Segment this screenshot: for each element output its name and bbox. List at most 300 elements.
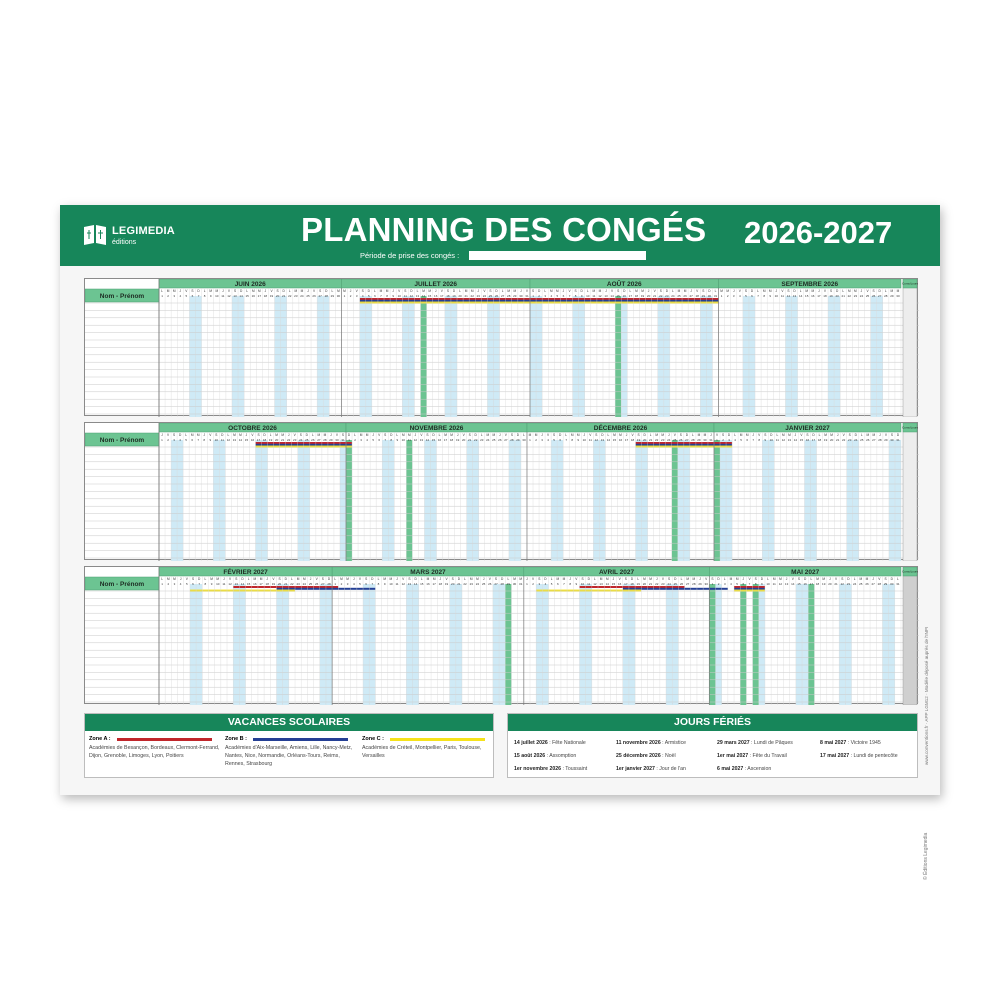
weekday-letter: M — [428, 289, 431, 294]
weekday-letter: J — [349, 289, 352, 294]
day-number: 17 — [624, 437, 629, 442]
weekend-column — [530, 293, 536, 417]
weekday-letter: S — [829, 289, 833, 294]
weekday-letter: M — [570, 433, 574, 438]
weekday-letter: M — [259, 577, 263, 582]
day-number: 23 — [661, 581, 665, 586]
weekend-column — [467, 437, 473, 561]
day-number: 20 — [835, 293, 839, 298]
weekday-letter: J — [775, 289, 778, 294]
weekday-letter: S — [764, 433, 767, 438]
weekday-letter: L — [723, 577, 726, 582]
day-number: 11 — [407, 437, 411, 442]
weekend-column — [499, 581, 505, 705]
day-number: 9 — [761, 581, 763, 586]
weekday-letter: D — [457, 577, 461, 582]
day-number: 15 — [616, 293, 620, 298]
weekend-column — [839, 581, 845, 705]
weekday-letter: L — [672, 289, 674, 294]
weekday-letter: S — [797, 577, 801, 582]
day-number: 24 — [859, 293, 864, 298]
weekend-column — [262, 437, 268, 561]
weekday-letter: S — [668, 577, 671, 582]
weekend-column — [768, 437, 774, 561]
day-number: 9 — [769, 293, 772, 298]
weekend-column — [845, 581, 851, 705]
zone-c-legend — [362, 736, 494, 760]
day-number: 14 — [791, 581, 795, 586]
weekday-letter: M — [317, 433, 321, 438]
weekday-letter: D — [414, 577, 417, 582]
weekday-letter: L — [374, 289, 376, 294]
day-number: 28 — [510, 437, 514, 442]
day-number: 29 — [513, 293, 517, 298]
weekday-letter: S — [595, 433, 598, 438]
day-number: 3 — [173, 293, 176, 298]
weekday-letter: J — [583, 433, 586, 438]
day-number: 12 — [786, 293, 791, 298]
public-holiday-column — [740, 581, 746, 705]
day-number: 9 — [383, 581, 386, 586]
day-number: 22 — [847, 293, 851, 298]
day-number: 6 — [191, 293, 194, 298]
weekend-column — [536, 581, 542, 705]
weekday-letter: M — [340, 577, 343, 582]
day-number: 8 — [571, 437, 574, 442]
weekend-column — [785, 293, 791, 417]
weekday-letter: L — [734, 433, 736, 438]
day-number: 13 — [232, 437, 237, 442]
weekday-letter: J — [245, 433, 248, 438]
weekday-letter: M — [513, 577, 516, 582]
weekday-letter: V — [696, 289, 699, 294]
weekday-letter: D — [347, 433, 351, 438]
day-number: 2 — [722, 437, 724, 442]
day-number: 11 — [222, 581, 226, 586]
day-number: 19 — [452, 293, 456, 298]
day-number: 16 — [811, 293, 815, 298]
weekday-letter: M — [896, 289, 900, 294]
weekday-letter: M — [513, 289, 517, 294]
day-number: 14 — [413, 581, 418, 586]
weekday-letter: J — [434, 289, 437, 294]
weekday-letter: V — [878, 577, 881, 582]
day-number: 9 — [764, 437, 767, 442]
weekday-letter: L — [649, 433, 652, 438]
weekday-letter: D — [410, 289, 413, 294]
weekday-letter: V — [748, 577, 751, 582]
weekday-letter: S — [841, 577, 844, 582]
weekday-letter: M — [720, 289, 723, 294]
weekday-letter: M — [677, 289, 681, 294]
weekday-letter: S — [468, 433, 471, 438]
weekend-column — [445, 293, 451, 417]
day-number: 5 — [185, 581, 188, 586]
weekday-letter: J — [710, 433, 712, 438]
day-number: 26 — [679, 437, 683, 442]
weekday-letter: J — [477, 289, 480, 294]
day-number: 20 — [277, 581, 282, 586]
day-number: 25 — [859, 581, 863, 586]
weekday-letter: V — [525, 289, 529, 294]
weekend-column — [256, 437, 262, 561]
weekday-letter: M — [365, 433, 369, 438]
weekday-letter: M — [426, 577, 430, 582]
weekday-letter: V — [575, 577, 578, 582]
weekend-column — [320, 581, 326, 705]
day-number: 15 — [244, 437, 249, 442]
day-number: 22 — [474, 437, 478, 442]
day-number: 2 — [349, 293, 352, 298]
day-number: 24 — [852, 581, 857, 586]
weekday-letter: D — [198, 577, 201, 582]
weekend-column — [706, 293, 712, 417]
day-number: 26 — [683, 293, 687, 298]
weekend-column — [171, 437, 177, 561]
weekday-letter: S — [319, 289, 322, 294]
weekday-letter: M — [275, 433, 278, 438]
day-number: 3 — [346, 581, 349, 586]
day-number: 11 — [772, 581, 776, 586]
day-number: 6 — [746, 437, 749, 442]
weekday-letter: M — [507, 289, 511, 294]
weekend-column — [402, 293, 408, 417]
weekend-column — [759, 581, 765, 705]
weekend-column — [811, 437, 817, 561]
weekday-letter: M — [592, 289, 596, 294]
day-number: 1 — [348, 437, 350, 442]
day-number: 25 — [492, 437, 496, 442]
weekday-letter: L — [586, 289, 589, 294]
day-number: 1 — [532, 293, 534, 298]
weekend-column — [189, 293, 195, 417]
day-number: 10 — [214, 437, 218, 442]
day-number: 16 — [253, 581, 257, 586]
weekday-letter: V — [335, 433, 339, 438]
day-number: 16 — [251, 293, 255, 298]
day-number: 14 — [238, 437, 243, 442]
day-number: 19 — [269, 293, 274, 298]
weekday-letter: L — [757, 289, 759, 294]
weekday-letter: M — [385, 289, 389, 294]
weekday-letter: S — [451, 577, 454, 582]
weekday-letter: M — [281, 433, 284, 438]
weekend-column — [895, 437, 901, 561]
weekday-letter: M — [613, 433, 616, 438]
day-number: 30 — [519, 293, 523, 298]
weekday-letter: S — [581, 577, 584, 582]
day-number: 21 — [834, 581, 838, 586]
weekday-letter: M — [296, 577, 300, 582]
day-number: 21 — [648, 581, 653, 586]
weekday-letter: D — [432, 433, 435, 438]
day-number: 5 — [740, 437, 742, 442]
weekday-letter: M — [401, 433, 405, 438]
weekday-letter: D — [727, 433, 731, 438]
weekday-letter: D — [587, 577, 590, 582]
planner-grid-svg — [85, 423, 919, 561]
day-number: 19 — [271, 581, 276, 586]
day-number: 12 — [781, 437, 786, 442]
weekday-letter: S — [510, 433, 513, 438]
weekday-letter: M — [210, 577, 213, 582]
day-number: 9 — [392, 293, 394, 298]
weekday-letter: M — [649, 577, 652, 582]
weekday-letter: J — [482, 577, 485, 582]
weekend-column — [369, 581, 375, 705]
weekday-letter: D — [241, 577, 244, 582]
weekday-letter: V — [229, 577, 232, 582]
day-number: 17 — [624, 581, 628, 586]
day-number: 4 — [179, 437, 181, 442]
leave-period-field[interactable] — [469, 251, 646, 260]
day-number: 21 — [835, 437, 840, 442]
weekend-column — [666, 581, 672, 705]
day-number: 29 — [884, 437, 888, 442]
day-number: 26 — [494, 293, 499, 298]
weekday-letter: M — [209, 289, 213, 294]
weekday-letter: J — [690, 289, 692, 294]
day-number: 26 — [488, 581, 492, 586]
school-holiday-bar-zone-b — [623, 588, 728, 590]
side-note: www.conventions.fr · APP LGM12 · Modèle déposé auprès de l'INPI — [924, 626, 929, 765]
zone-b-academies: Académies d'Aix-Marseille, Amiens, Lille, Nancy-Metz, Nantes, Nice, Normandie, Orléans-Tours, Reims, Rennes, Strasbourg — [225, 745, 353, 767]
weekday-letter: J — [520, 289, 522, 294]
day-number: 5 — [185, 293, 188, 298]
day-number: 3 — [538, 581, 541, 586]
weekday-letter: S — [872, 289, 875, 294]
weekend-column — [233, 581, 239, 705]
weekend-column — [382, 437, 388, 561]
day-number: 16 — [617, 581, 622, 586]
day-number: 21 — [653, 293, 657, 298]
weekday-letter: M — [302, 577, 306, 582]
weekday-letter: S — [235, 577, 238, 582]
day-number: 3 — [360, 437, 362, 442]
weekday-letter: M — [890, 289, 894, 294]
weekend-column — [542, 581, 548, 705]
weekday-letter: L — [691, 433, 694, 438]
weekday-letter: L — [438, 433, 441, 438]
weekend-column — [509, 437, 515, 561]
weekday-letter: J — [569, 577, 571, 582]
weekday-letter: V — [715, 433, 719, 438]
day-number: 19 — [823, 437, 828, 442]
weekday-letter: L — [629, 289, 632, 294]
day-number: 18 — [446, 293, 450, 298]
weekend-column — [360, 293, 366, 417]
day-number: 25 — [481, 581, 486, 586]
day-number: 23 — [469, 581, 473, 586]
weekday-letter: D — [452, 289, 456, 294]
day-number: 20 — [275, 293, 280, 298]
weekday-letter: V — [358, 577, 362, 582]
weekday-letter: D — [708, 289, 711, 294]
day-number: 22 — [840, 581, 844, 586]
weekend-column — [762, 437, 768, 561]
cumulative-days-column — [903, 279, 917, 417]
day-number: 7 — [197, 293, 200, 298]
weekday-letter: J — [179, 289, 182, 294]
day-number: 24 — [667, 437, 671, 442]
weekend-column — [847, 437, 853, 561]
day-number: 18 — [438, 581, 443, 586]
day-number: 5 — [736, 581, 738, 586]
day-number: 1 — [161, 293, 163, 298]
day-number: 29 — [329, 437, 333, 442]
day-number: 25 — [677, 293, 681, 298]
day-number: 16 — [250, 437, 255, 442]
day-number: 10 — [216, 581, 220, 586]
weekday-letter: V — [185, 577, 188, 582]
weekday-letter: L — [818, 433, 821, 438]
weekday-letter: S — [884, 577, 887, 582]
day-number: 16 — [622, 293, 626, 298]
leave-period-label: Période de prise des congés : — [360, 251, 460, 260]
weekday-letter: M — [641, 289, 644, 294]
day-number: 31 — [519, 581, 523, 586]
weekday-letter: D — [221, 433, 224, 438]
day-number: 14 — [606, 437, 611, 442]
weekday-letter: S — [637, 433, 640, 438]
day-number: 9 — [210, 581, 213, 586]
weekday-letter: L — [269, 433, 272, 438]
weekday-letter: S — [299, 433, 302, 438]
day-number: 12 — [778, 581, 783, 586]
day-number: 2 — [538, 293, 540, 298]
weekday-letter: V — [781, 289, 784, 294]
weekday-letter: D — [390, 433, 393, 438]
day-number: 20 — [828, 581, 832, 586]
school-holiday-bar-zone-c — [190, 590, 295, 592]
weekday-letter: V — [445, 577, 448, 582]
day-number: 15 — [611, 581, 616, 586]
weekday-letter: M — [166, 577, 170, 582]
day-number: 11 — [775, 437, 779, 442]
weekday-letter: M — [811, 289, 815, 294]
day-number: 27 — [685, 437, 689, 442]
weekday-letter: V — [589, 433, 592, 438]
day-number: 2 — [532, 581, 534, 586]
weekday-letter: J — [785, 577, 788, 582]
day-number: 10 — [769, 437, 773, 442]
weekday-letter: M — [872, 433, 876, 438]
weekend-column — [599, 437, 605, 561]
day-number: 6 — [556, 581, 559, 586]
weekday-letter: L — [507, 577, 510, 582]
weekday-letter: J — [647, 289, 650, 294]
weekday-letter: M — [172, 289, 176, 294]
day-number: 22 — [287, 437, 291, 442]
day-number: 21 — [457, 581, 461, 586]
weekend-column — [700, 293, 706, 417]
weekday-letter: M — [661, 433, 665, 438]
day-number: 28 — [877, 581, 882, 586]
weekday-letter: S — [711, 577, 714, 582]
weekday-letter: V — [547, 433, 550, 438]
weekday-letter: J — [526, 577, 528, 582]
weekday-letter: M — [703, 433, 707, 438]
holiday-item: 15 août 2026 : Assomption — [514, 753, 577, 759]
weekday-letter: L — [884, 289, 887, 294]
weekend-column — [451, 293, 457, 417]
weekday-letter: L — [565, 433, 568, 438]
weekend-column — [238, 293, 244, 417]
weekday-letter: M — [726, 289, 729, 294]
day-number: 21 — [284, 581, 288, 586]
weekday-letter: J — [818, 289, 820, 294]
weekday-letter: M — [534, 433, 538, 438]
month-label: DÉCEMBRE 2026 — [593, 424, 648, 432]
day-number: 2 — [340, 581, 343, 586]
day-number: 23 — [661, 437, 665, 442]
weekday-letter: J — [742, 577, 745, 582]
weekday-letter: L — [246, 289, 249, 294]
weekend-column — [664, 293, 670, 417]
day-number: 24 — [300, 293, 304, 298]
weekday-letter: M — [598, 289, 602, 294]
day-number: 21 — [282, 293, 286, 298]
weekday-letter: V — [866, 289, 869, 294]
day-number: 12 — [593, 581, 597, 586]
day-number: 23 — [665, 293, 669, 298]
weekday-letter: S — [408, 577, 411, 582]
day-number: 13 — [787, 437, 792, 442]
day-number: 14 — [239, 293, 243, 298]
weekend-column — [889, 437, 895, 561]
day-number: 29 — [883, 581, 888, 586]
weekday-letter: S — [574, 289, 577, 294]
day-number: 4 — [738, 293, 741, 298]
day-number: 24 — [475, 581, 480, 586]
day-number: 27 — [686, 581, 690, 586]
weekday-letter: M — [300, 289, 304, 294]
weekday-letter: L — [416, 289, 419, 294]
weekend-column — [720, 437, 726, 561]
public-holiday-column — [505, 581, 511, 705]
weekday-letter: D — [367, 289, 370, 294]
weekday-letter: J — [655, 577, 658, 582]
year-range: 2026-2027 — [744, 215, 893, 250]
planner-band-oct-jan — [84, 422, 918, 560]
weekday-letter: M — [251, 289, 255, 294]
page-title: PLANNING DES CONGÉS — [301, 211, 707, 248]
weekday-letter: D — [674, 577, 677, 582]
weekday-letter: M — [337, 289, 340, 294]
day-number: 23 — [476, 293, 480, 298]
weekday-letter: L — [767, 577, 769, 582]
weekend-column — [579, 293, 585, 417]
day-number: 16 — [805, 437, 810, 442]
day-number: 13 — [233, 293, 237, 298]
month-label: AOÛT 2026 — [606, 280, 642, 288]
weekday-letter: L — [594, 577, 596, 582]
day-number: 27 — [871, 581, 875, 586]
day-number: 31 — [525, 293, 529, 298]
weekday-letter: M — [190, 433, 194, 438]
weekend-column — [536, 293, 542, 417]
day-number: 30 — [890, 437, 894, 442]
public-holiday-column — [714, 437, 720, 561]
weekday-letter: M — [619, 433, 622, 438]
day-number: 8 — [569, 581, 572, 586]
weekday-letter: L — [459, 289, 461, 294]
book-scales-icon — [82, 221, 108, 247]
day-number: 22 — [470, 293, 474, 298]
weekday-letter: S — [257, 433, 260, 438]
weekday-letter: M — [779, 577, 782, 582]
weekend-column — [232, 293, 238, 417]
